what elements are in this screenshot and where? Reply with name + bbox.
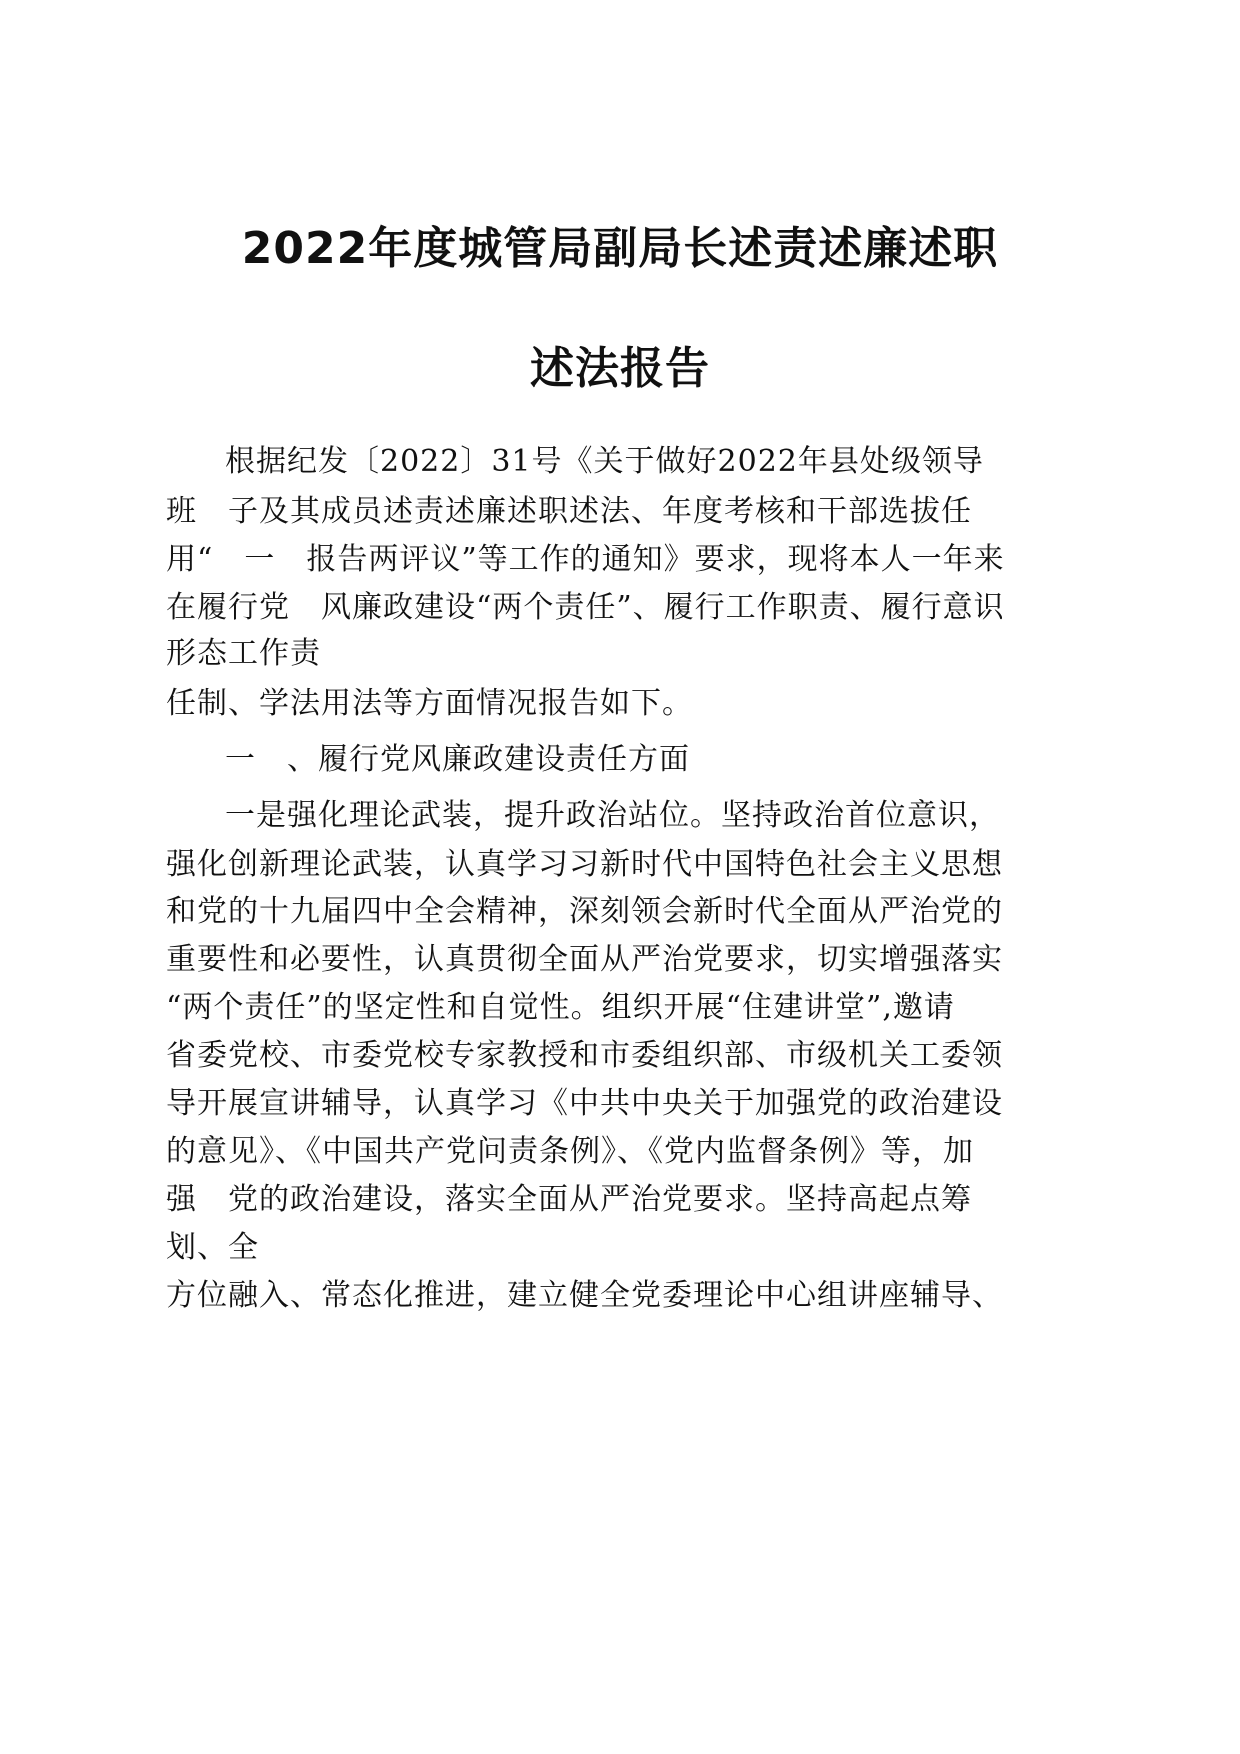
document-title-line-1: 2022年度城管局副局长述责述廉述职 [241, 223, 999, 274]
body-line: 班 子及其成员述责述廉述职述法、年度考核和干部选拔任 [166, 494, 972, 529]
body-line: 方位融入、常态化推进，建立健全党委理论中心组讲座辅导、 [166, 1278, 1003, 1313]
body-line: “两个责任”的坚定性和自觉性。组织开展“住建讲堂”,邀请 [166, 990, 955, 1025]
body-line: 在履行党 风廉政建设“两个责任”、履行工作职责、履行意识 [166, 590, 1005, 625]
body-line: 的意见》、《中国共产党问责条例》、《党内监督条例》等，加 [166, 1134, 974, 1169]
body-line: 和党的十九届四中全会精神，深刻领会新时代全面从严治党的 [166, 894, 1003, 929]
body-line: 导开展宣讲辅导，认真学习《中共中央关于加强党的政治建设 [166, 1086, 1003, 1121]
body-line: 形态工作责 [166, 636, 321, 671]
body-line: 根据纪发〔2022〕31号《关于做好2022年县处级领导 [225, 444, 984, 479]
body-line: 强化创新理论武装，认真学习习新时代中国特色社会主义思想 [166, 847, 1003, 882]
body-line: 一是强化理论武装，提升政治站位。坚持政治首位意识， [225, 798, 1000, 833]
body-line: 强 党的政治建设，落实全面从严治党要求。坚持高起点筹 [166, 1182, 972, 1217]
body-line: 划、全 [166, 1230, 259, 1265]
document-title-line-2: 述法报告 [530, 343, 710, 394]
section-heading: 一 、履行党风廉政建设责任方面 [225, 742, 690, 777]
body-line: 用“ 一 报告两评议”等工作的通知》要求，现将本人一年来 [166, 542, 1005, 577]
body-line: 重要性和必要性，认真贯彻全面从严治党要求，切实增强落实 [166, 942, 1003, 977]
body-line: 任制、学法用法等方面情况报告如下。 [166, 686, 693, 721]
body-line: 省委党校、市委党校专家教授和市委组织部、市级机关工委领 [166, 1038, 1003, 1073]
